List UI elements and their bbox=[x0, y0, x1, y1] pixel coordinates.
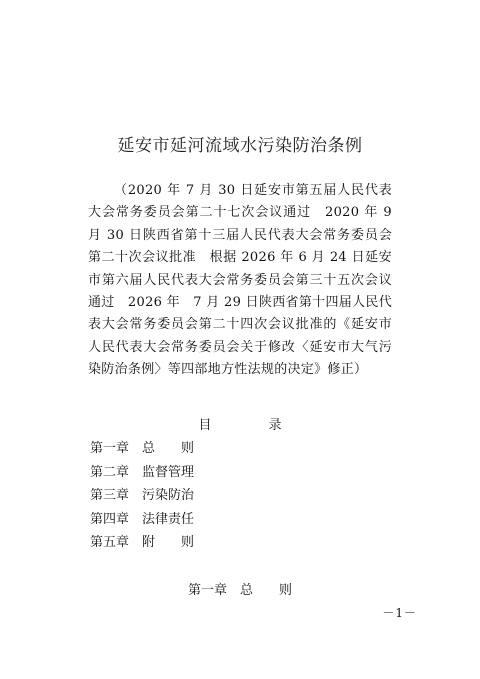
toc-chapter-number: 第二章 bbox=[90, 464, 130, 480]
toc-chapter-name: 法律责任 bbox=[142, 511, 195, 527]
toc-chapter-number: 第三章 bbox=[90, 488, 130, 504]
table-of-contents bbox=[90, 437, 350, 555]
toc-chapter-number: 第五章 bbox=[90, 535, 130, 551]
table-of-contents-heading: 目 录 bbox=[198, 418, 304, 433]
toc-item bbox=[90, 437, 350, 461]
toc-chapter-name: 监督管理 bbox=[142, 464, 195, 480]
toc-chapter-name: 总 则 bbox=[142, 441, 195, 456]
toc-chapter-number: 第一章 bbox=[90, 441, 130, 456]
toc-chapter-name: 附 则 bbox=[142, 535, 195, 551]
enactment-note bbox=[88, 180, 392, 382]
toc-item bbox=[90, 484, 350, 508]
toc-chapter-number: 第四章 bbox=[90, 511, 130, 527]
document-title: 延安市延河流域水污染防治条例 bbox=[117, 136, 363, 156]
chapter-one-heading: 第一章 总 则 bbox=[187, 583, 292, 598]
toc-item bbox=[90, 531, 350, 555]
toc-item bbox=[90, 461, 350, 485]
page-number: －1－ bbox=[382, 606, 417, 620]
enactment-note-text: （2020 年 7 月 30 日延安市第五届人民代表大会常务委员会第二十七次会议通过 2020 年 9 月 30 日陕西省第十三届人民代表大会常务委员会第二十次会议批准 根据 2026 年 6 月 24 日延安市第六届人民代表大会常务委员会第三十五次会议通过 2026 年 7 月 29 日陕西省第十四届人民代表大会常务委员会第二十四次会议批准的《延安市人民代表大会常务委员会关于修改〈延安市大气污染防治条例〉等四部地方性法规的决定》修正） bbox=[88, 183, 392, 378]
toc-item bbox=[90, 508, 350, 532]
toc-chapter-name: 污染防治 bbox=[142, 488, 195, 504]
